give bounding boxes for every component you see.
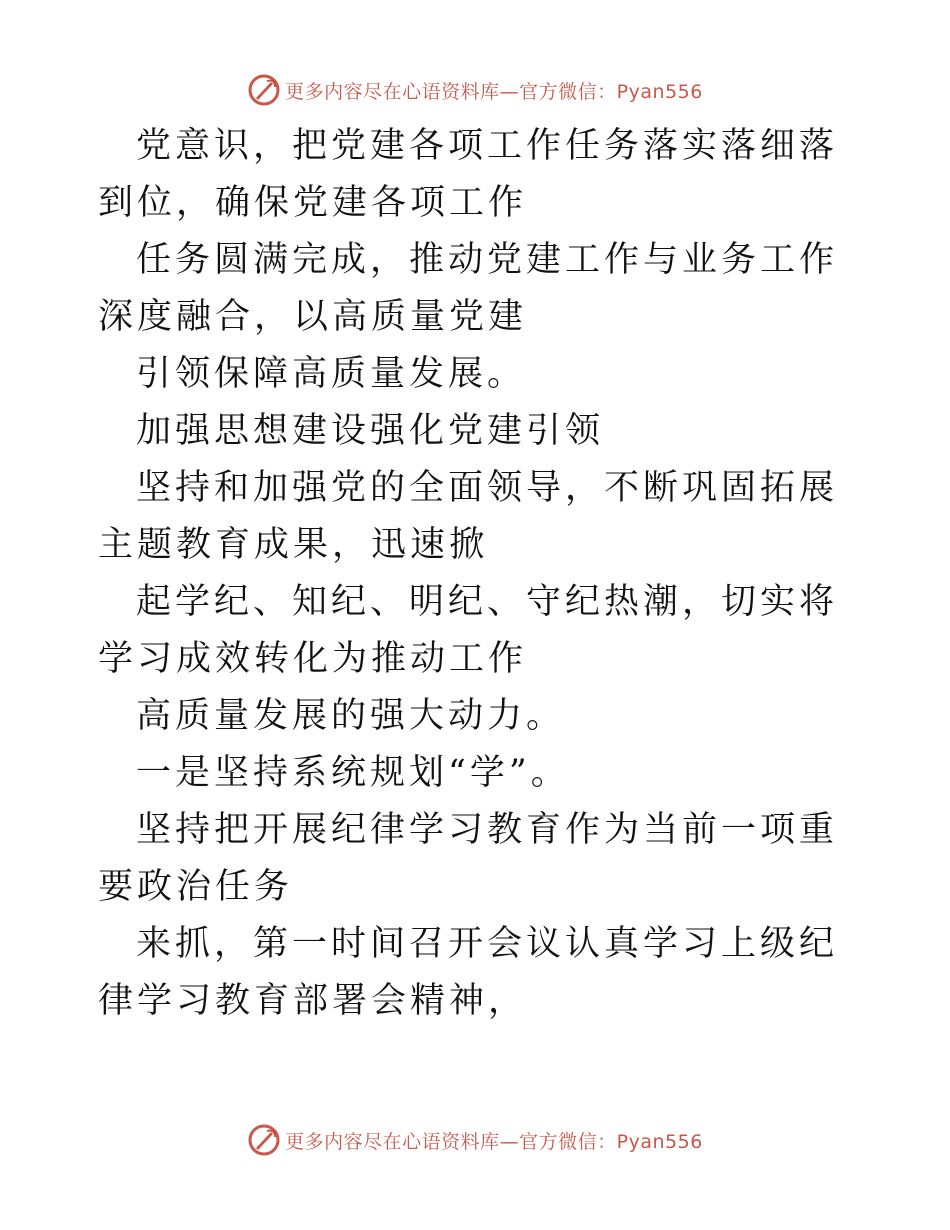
footer-banner bbox=[0, 1120, 950, 1160]
document-body bbox=[98, 118, 858, 1030]
paragraph: 起学纪、知纪、明纪、守纪热潮，切实将学习成效转化为推动工作 bbox=[98, 582, 839, 679]
banner-text: 更多内容尽在心语资料库—官方微信：Pyan556 bbox=[285, 1130, 703, 1153]
paragraph: 来抓，第一时间召开会议认真学习上级纪律学习教育部署会精神， bbox=[98, 924, 839, 1021]
paragraph: 任务圆满完成，推动党建工作与业务工作深度融合，以高质量党建 bbox=[98, 240, 839, 337]
paragraph: 高质量发展的强大动力。 bbox=[136, 696, 566, 736]
section-heading: 加强思想建设强化党建引领 bbox=[136, 411, 605, 451]
quill-pen-logo-icon bbox=[247, 1123, 281, 1157]
paragraph: 坚持把开展纪律学习教育作为当前一项重要政治任务 bbox=[98, 810, 839, 907]
paragraph: 引领保障高质量发展。 bbox=[136, 354, 527, 394]
quill-pen-logo-icon bbox=[247, 73, 281, 107]
banner-text: 更多内容尽在心语资料库—官方微信：Pyan556 bbox=[285, 80, 703, 103]
header-banner bbox=[0, 70, 950, 110]
subsection-heading: 一是坚持系统规划“学”。 bbox=[136, 753, 570, 793]
paragraph: 坚持和加强党的全面领导，不断巩固拓展主题教育成果，迅速掀 bbox=[98, 468, 839, 565]
paragraph: 党意识，把党建各项工作任务落实落细落到位，确保党建各项工作 bbox=[98, 126, 839, 223]
